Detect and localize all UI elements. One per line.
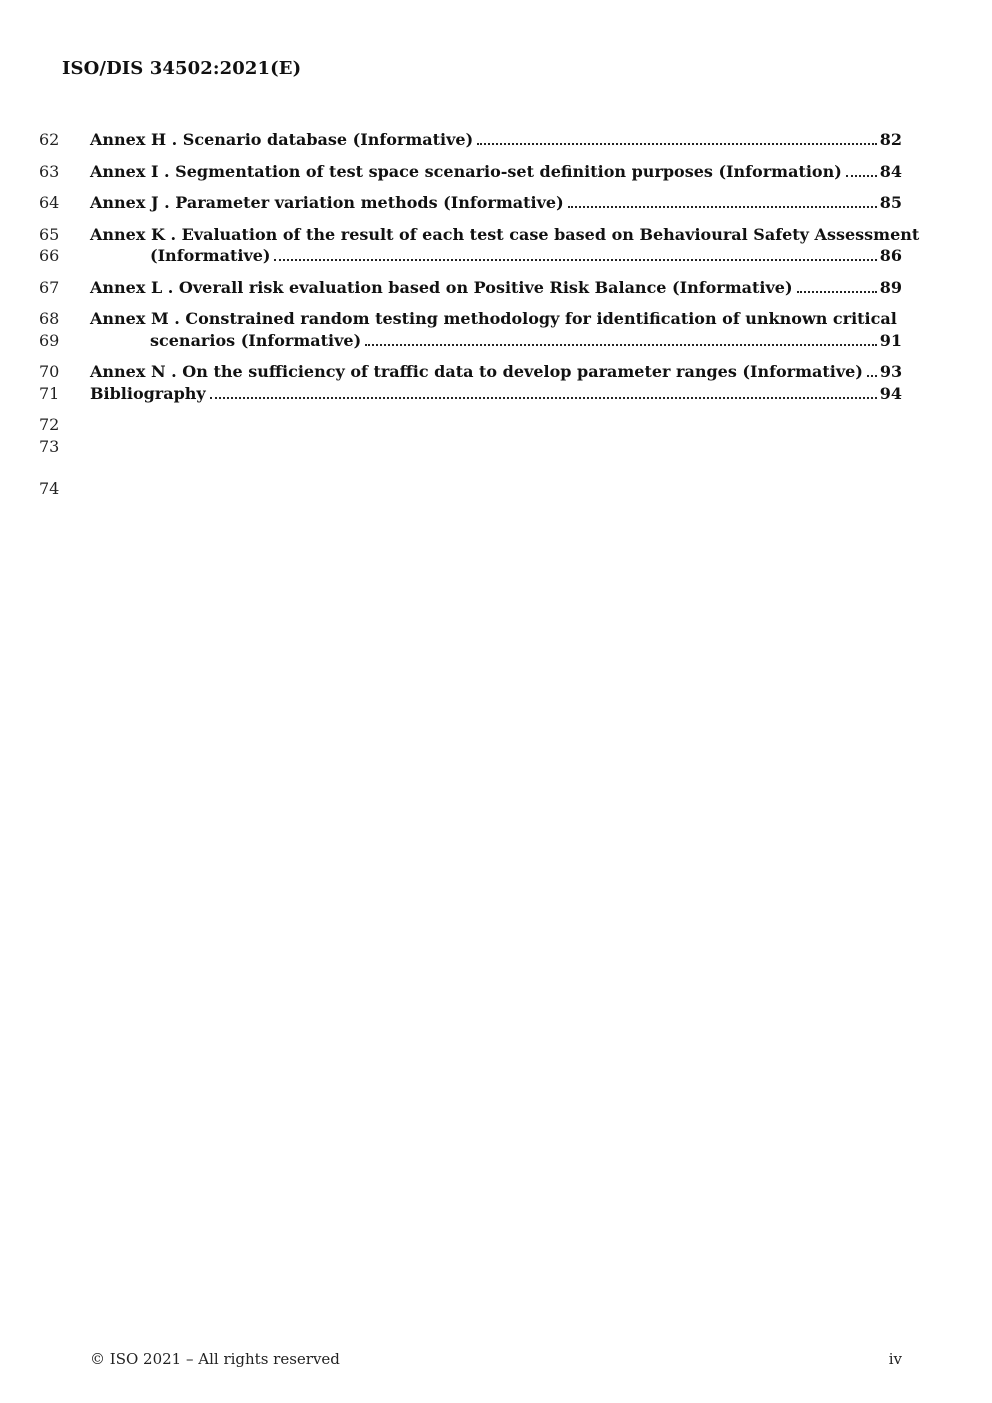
document-id-header: ISO/DIS 34502:2021(E) xyxy=(62,58,302,79)
line-number: 63 xyxy=(39,162,60,181)
line-number: 72 xyxy=(39,415,60,434)
page-number-footer: iv xyxy=(888,1350,902,1368)
toc-entry-page: 85 xyxy=(879,193,902,212)
toc-entry-page: 94 xyxy=(879,384,902,403)
line-number: 70 xyxy=(39,362,60,381)
dot-leader xyxy=(867,375,877,377)
dot-leader xyxy=(365,344,877,346)
line-number: 66 xyxy=(39,246,60,265)
line-number: 64 xyxy=(39,193,60,212)
toc-entry-title: Bibliography xyxy=(90,384,206,403)
toc-entry-annex-m[interactable] xyxy=(90,308,902,330)
toc-entry-page: 91 xyxy=(879,331,902,350)
toc-entry-title: Annex H . Scenario database (Informative) xyxy=(90,130,474,149)
line-number: 69 xyxy=(39,331,60,350)
toc-entry-page: 89 xyxy=(879,278,902,297)
line-number: 74 xyxy=(39,479,60,498)
line-number: 68 xyxy=(39,309,60,328)
line-number: 71 xyxy=(39,384,60,403)
toc-entry-page: 86 xyxy=(879,246,902,265)
toc-entry-annex-j[interactable] xyxy=(90,192,902,214)
toc-entry-title-continued: (Informative) xyxy=(150,246,271,265)
line-number: 73 xyxy=(39,437,60,456)
toc-entry-annex-k[interactable] xyxy=(90,224,920,246)
toc-entry-bibliography[interactable] xyxy=(90,383,902,405)
dot-leader xyxy=(210,397,877,399)
toc-entry-page: 82 xyxy=(879,130,902,149)
table-of-contents xyxy=(0,0,992,520)
copyright-footer: © ISO 2021 – All rights reserved xyxy=(90,1350,340,1368)
line-number: 67 xyxy=(39,278,60,297)
toc-entry-page: 93 xyxy=(879,362,903,381)
dot-leader xyxy=(568,206,877,208)
line-number: 62 xyxy=(39,130,60,149)
toc-entry-title: Annex J . Parameter variation methods (Informative) xyxy=(90,193,564,212)
toc-entry-title: Annex K . Evaluation of the result of each test case based on Behavioural Safety Assessment xyxy=(90,225,920,244)
dot-leader xyxy=(797,291,877,293)
toc-entry-title-continued: scenarios (Informative) xyxy=(150,331,362,350)
dot-leader xyxy=(274,259,876,261)
dot-leader xyxy=(477,143,877,145)
toc-entry-annex-i[interactable] xyxy=(90,161,902,183)
toc-entry-title: Annex L . Overall risk evaluation based on Positive Risk Balance (Informative) xyxy=(90,278,793,297)
toc-entry-title: Annex N . On the sufficiency of traffic data to develop parameter ranges (Informative) xyxy=(90,362,863,381)
toc-entry-annex-l[interactable] xyxy=(90,277,902,299)
toc-entry-title: Annex M . Constrained random testing methodology for identification of unknown critical xyxy=(90,309,897,328)
toc-entry-annex-m-continuation[interactable] xyxy=(150,330,902,352)
toc-entry-title: Annex I . Segmentation of test space scenario-set definition purposes (Information) xyxy=(90,162,842,181)
toc-entry-annex-h[interactable] xyxy=(90,129,902,151)
dot-leader xyxy=(846,175,877,177)
line-number: 65 xyxy=(39,225,60,244)
toc-entry-annex-k-continuation[interactable] xyxy=(150,245,902,267)
toc-entry-page: 84 xyxy=(879,162,902,181)
toc-entry-annex-n[interactable] xyxy=(90,361,902,383)
